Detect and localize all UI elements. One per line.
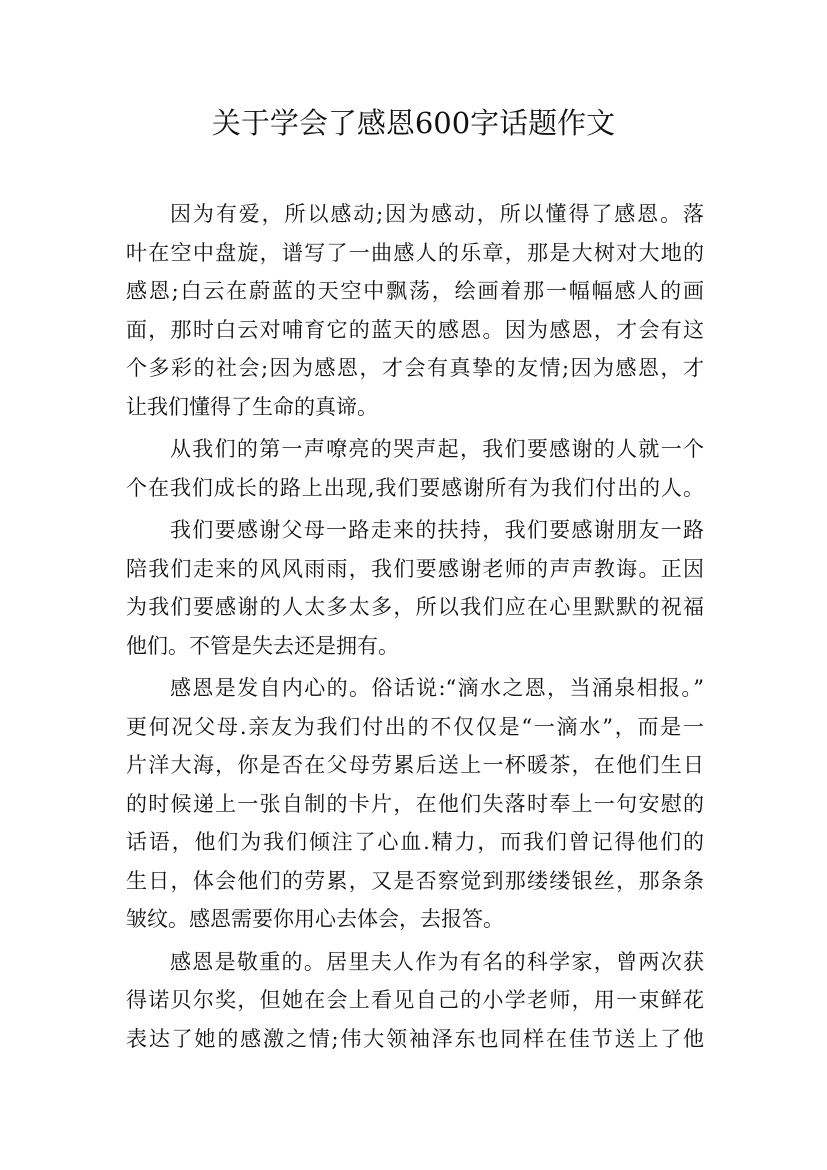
text-line: 片洋大海，你是否在父母劳累后送上一杯暖茶，在他们生日 (126, 753, 704, 777)
text-line: 个多彩的社会;因为感恩，才会有真挚的友情;因为感恩，才 (126, 356, 704, 380)
text-line: 个在我们成长的路上出现,我们要感谢所有为我们付出的人。 (126, 475, 704, 500)
paragraph (126, 195, 704, 426)
text-line: 更何况父母.亲友为我们付出的不仅仅是“一滴水”，而是一 (126, 714, 704, 739)
text-line: 感恩;白云在蔚蓝的天空中飘荡，绘画着那一幅幅感人的画 (126, 279, 704, 303)
paragraph (126, 669, 704, 939)
text-line: 因为有爱，所以感动;因为感动，所以懂得了感恩。落 (170, 202, 704, 226)
text-line: 面，那时白云对哺育它的蓝天的感恩。因为感恩，才会有这 (126, 317, 704, 342)
text-line: 的时候递上一张自制的卡片，在他们失落时奉上一句安慰的 (126, 791, 704, 816)
paragraph (126, 943, 704, 1059)
text-line: 他们。不管是失去还是拥有。 (126, 633, 399, 658)
text-line: 感恩是敬重的。居里夫人作为有名的科学家，曾两次获 (170, 949, 704, 974)
text-line: 得诺贝尔奖，但她在会上看见自己的小学老师，用一束鲜花 (126, 988, 704, 1012)
text-line: 感恩是发自内心的。俗话说:“滴水之恩，当涌泉相报。” (170, 676, 704, 700)
text-line: 表达了她的感激之情;伟大领袖泽东也同样在佳节送上了他 (126, 1026, 704, 1051)
text-line: 从我们的第一声嘹亮的哭声起，我们要感谢的人就一个 (170, 437, 704, 461)
text-line: 陪我们走来的风风雨雨，我们要感谢老师的声声教诲。正因 (126, 556, 704, 581)
text-line: 生日，体会他们的劳累，又是否察觉到那缕缕银丝，那条条 (126, 868, 704, 893)
text-line: 我们要感谢父母一路走来的扶持，我们要感谢朋友一路 (170, 518, 704, 542)
text-line: 皱纹。感恩需要你用心去体会，去报答。 (126, 907, 504, 931)
paragraph (126, 430, 704, 507)
paragraph (126, 511, 704, 665)
document-title: 关于学会了感恩600字话题作文 (211, 106, 616, 140)
document-body (126, 195, 704, 1058)
text-line: 为我们要感谢的人太多太多，所以我们应在心里默默的祝福 (126, 595, 704, 619)
text-line: 让我们懂得了生命的真谛。 (126, 394, 378, 419)
text-line: 话语，他们为我们倾注了心血.精力，而我们曾记得他们的 (126, 830, 704, 854)
text-line: 叶在空中盘旋，谱写了一曲感人的乐章，那是大树对大地的 (126, 240, 704, 265)
